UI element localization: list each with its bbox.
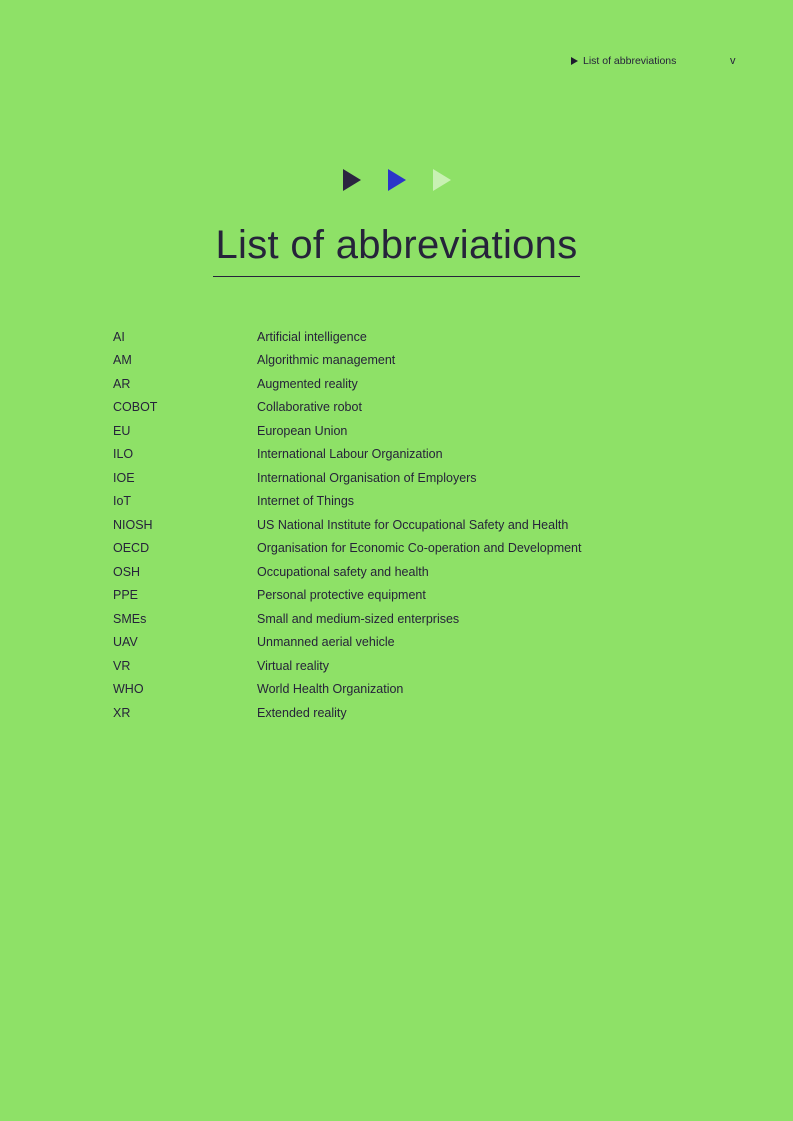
abbreviation-code: IoT bbox=[113, 494, 132, 509]
abbreviation-row bbox=[113, 372, 673, 396]
abbreviation-code: EU bbox=[113, 423, 131, 438]
abbreviation-row bbox=[113, 678, 673, 702]
blue-triangle-icon bbox=[388, 169, 406, 191]
title-underline bbox=[213, 276, 580, 277]
abbreviation-row bbox=[113, 466, 673, 490]
abbreviation-row bbox=[113, 701, 673, 725]
abbreviation-row bbox=[113, 419, 673, 443]
abbreviation-meaning: Virtual reality bbox=[257, 658, 330, 673]
abbreviation-row bbox=[113, 325, 673, 349]
abbreviation-row bbox=[113, 584, 673, 608]
pale-triangle-icon bbox=[433, 169, 451, 191]
abbreviation-row bbox=[113, 631, 673, 655]
abbreviation-meaning: World Health Organization bbox=[257, 682, 404, 697]
dark-triangle-icon bbox=[343, 169, 361, 191]
abbreviation-row bbox=[113, 443, 673, 467]
abbreviation-code: SMEs bbox=[113, 611, 147, 626]
abbreviation-meaning: Augmented reality bbox=[257, 376, 358, 391]
abbreviation-code: AI bbox=[113, 329, 125, 344]
decorative-triangles bbox=[343, 169, 451, 191]
abbreviation-row bbox=[113, 654, 673, 678]
abbreviation-code: VR bbox=[113, 658, 131, 673]
abbreviation-meaning: Internet of Things bbox=[257, 494, 355, 509]
abbreviation-code: AR bbox=[113, 376, 131, 391]
play-triangle-icon bbox=[571, 57, 578, 65]
abbreviation-code: IOE bbox=[113, 470, 135, 485]
abbreviation-meaning: International Labour Organization bbox=[257, 447, 443, 462]
abbreviation-row bbox=[113, 396, 673, 420]
abbreviation-row bbox=[113, 349, 673, 373]
abbreviation-code: UAV bbox=[113, 635, 138, 650]
abbreviation-code: XR bbox=[113, 705, 131, 720]
abbreviation-row bbox=[113, 537, 673, 561]
abbreviation-code: COBOT bbox=[113, 400, 158, 415]
abbreviation-meaning: Unmanned aerial vehicle bbox=[257, 635, 395, 650]
abbreviation-row bbox=[113, 513, 673, 537]
abbreviation-meaning: International Organisation of Employers bbox=[257, 470, 477, 485]
abbreviation-code: OSH bbox=[113, 564, 141, 579]
abbreviation-code: NIOSH bbox=[113, 517, 153, 532]
abbreviation-code: ILO bbox=[113, 447, 134, 462]
abbreviation-meaning: Extended reality bbox=[257, 705, 347, 720]
abbreviation-row bbox=[113, 490, 673, 514]
abbreviation-meaning: Organisation for Economic Co-operation and Development bbox=[257, 541, 582, 556]
abbreviation-meaning: Small and medium-sized enterprises bbox=[257, 611, 460, 626]
abbreviation-meaning: Personal protective equipment bbox=[257, 588, 426, 603]
abbreviation-code: AM bbox=[113, 353, 132, 368]
abbreviation-meaning: US National Institute for Occupational Safety and Health bbox=[257, 517, 569, 532]
abbreviation-row bbox=[113, 560, 673, 584]
abbreviation-meaning: Artificial intelligence bbox=[257, 329, 367, 344]
abbreviation-code: OECD bbox=[113, 541, 150, 556]
page-title: List of abbreviations bbox=[215, 223, 578, 267]
abbreviation-code: WHO bbox=[113, 682, 144, 697]
abbreviation-row bbox=[113, 607, 673, 631]
abbreviation-meaning: Occupational safety and health bbox=[257, 564, 429, 579]
page-number: v bbox=[730, 55, 736, 67]
abbreviation-list bbox=[113, 325, 673, 725]
abbreviation-meaning: Collaborative robot bbox=[257, 400, 362, 415]
abbreviation-code: PPE bbox=[113, 588, 139, 603]
running-header-label: List of abbreviations bbox=[583, 55, 677, 67]
abbreviation-meaning: European Union bbox=[257, 423, 348, 438]
abbreviation-meaning: Algorithmic management bbox=[257, 353, 396, 368]
running-header bbox=[571, 54, 676, 68]
